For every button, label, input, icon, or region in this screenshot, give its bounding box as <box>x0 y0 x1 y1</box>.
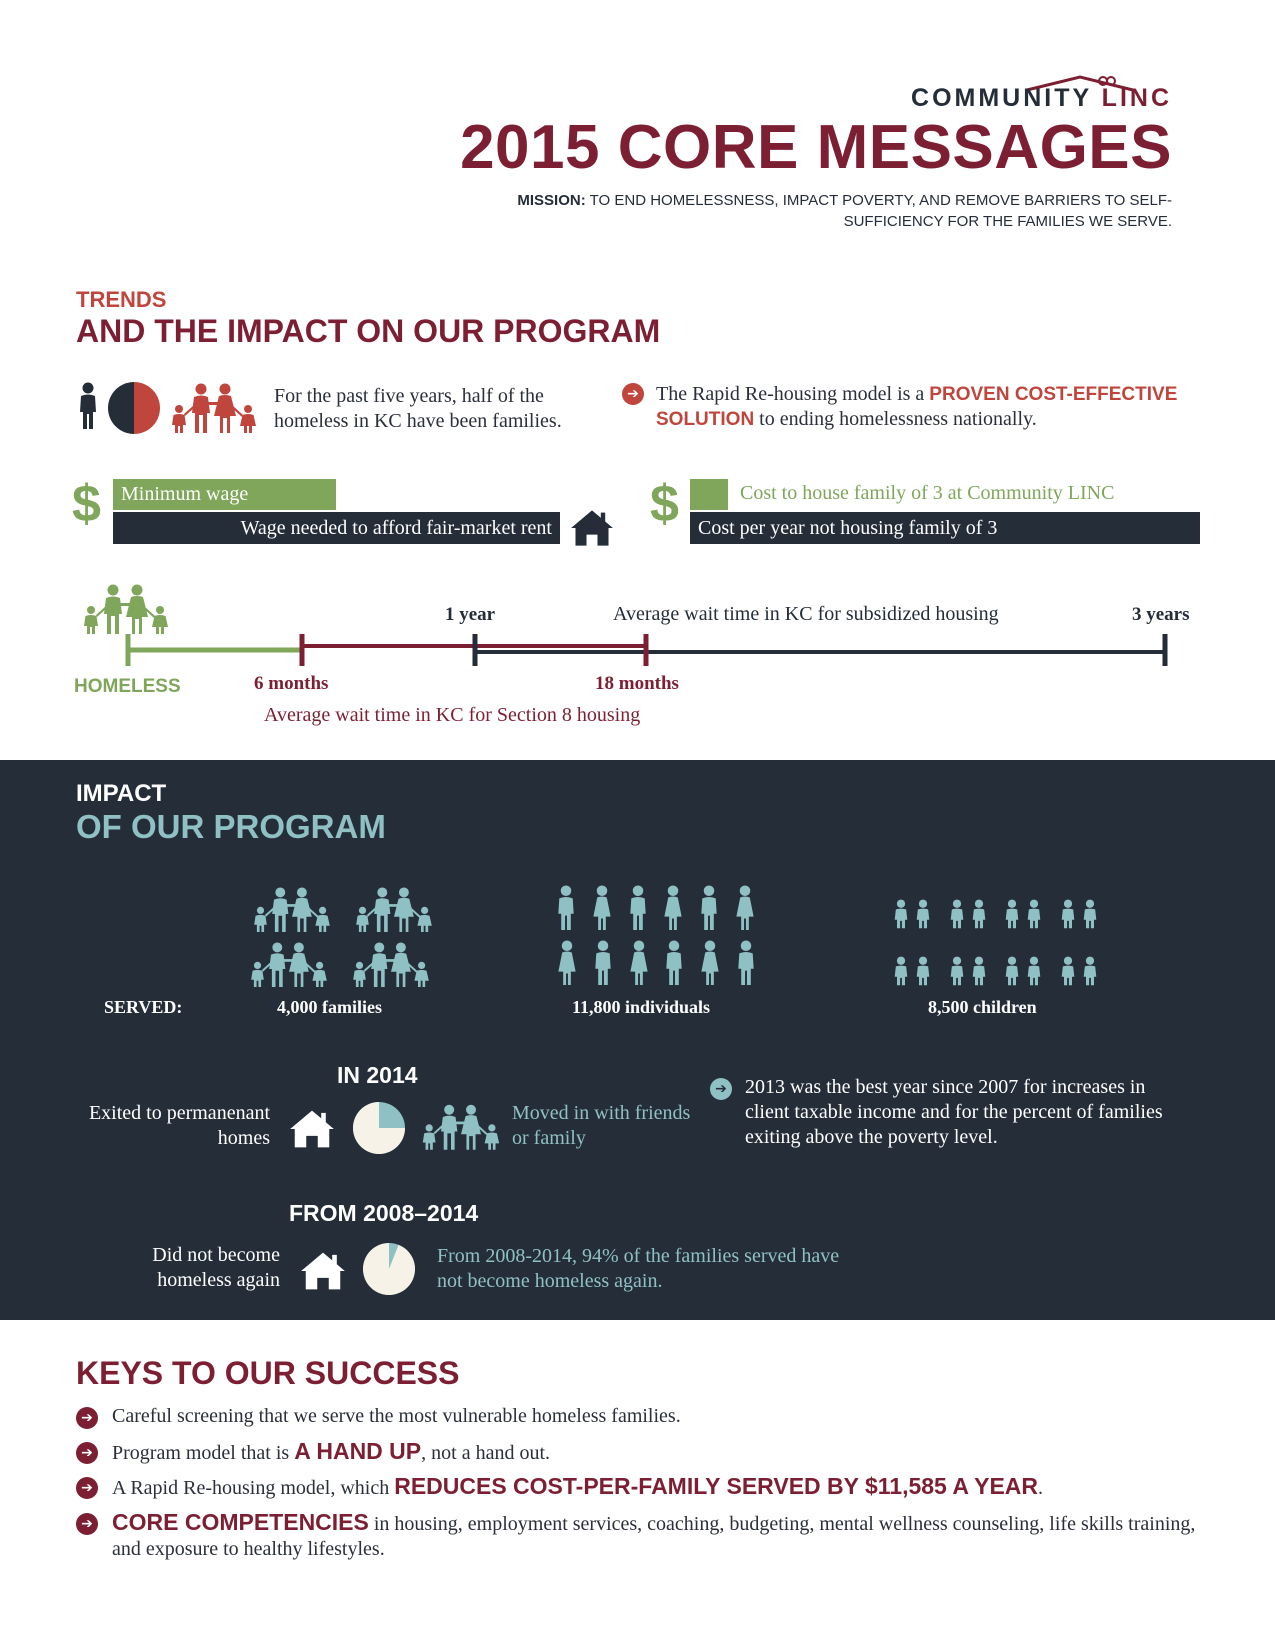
key-item <box>76 1474 1206 1501</box>
arrow-icon: ➔ <box>76 1442 98 1464</box>
key-post: . <box>1038 1477 1044 1499</box>
trends-heading-small: TRENDS <box>76 287 167 312</box>
logo-linc: LINC <box>1101 84 1172 112</box>
impact-heading: OF OUR PROGRAM <box>76 808 386 845</box>
children-served: 8,500 children <box>928 997 1037 1017</box>
pie-slice-not-homeless <box>363 1243 415 1295</box>
child-icon <box>1026 956 1042 986</box>
arrow-icon: ➔ <box>622 383 644 405</box>
impact-heading-small: IMPACT <box>76 780 167 807</box>
key-text <box>112 1474 1043 1501</box>
not-homeless-pie-chart <box>362 1242 416 1296</box>
individuals-row <box>556 940 756 986</box>
not-homeless-label: Did not become homeless again <box>152 1244 280 1291</box>
families-served: 4,000 families <box>277 997 382 1017</box>
child-icon <box>1082 899 1098 929</box>
logo <box>911 84 1172 113</box>
key-pre: Program model that is <box>112 1442 290 1464</box>
exited-label: Exited to permanenant homes <box>88 1102 270 1149</box>
key-item <box>76 1404 1206 1429</box>
person-icon <box>593 940 613 986</box>
family-icon <box>170 383 258 433</box>
dollar-icon: $ <box>650 475 679 533</box>
children-row <box>893 899 1098 929</box>
child-icon <box>1060 899 1076 929</box>
mission-label: MISSION: <box>517 192 586 209</box>
person-icon <box>78 382 98 430</box>
not-homeless-fact: From 2008-2014, 94% of the families served have not become homeless again. <box>437 1245 840 1292</box>
child-icon <box>949 899 965 929</box>
child-icon <box>915 956 931 986</box>
cost-not-housing-bar <box>690 512 1200 544</box>
trends-heading: AND THE IMPACT ON OUR PROGRAM <box>76 313 661 349</box>
keys-heading: KEYS TO OUR SUCCESS <box>76 1355 460 1391</box>
key-highlight: REDUCES COST-PER-FAMILY SERVED BY $11,585 A YEAR <box>394 1473 1039 1499</box>
min-wage-label: Minimum wage <box>121 483 249 505</box>
family-icon <box>421 1104 501 1150</box>
dollar-icon: $ <box>72 475 101 533</box>
child-icon <box>971 899 987 929</box>
individuals-row <box>556 885 756 931</box>
individuals-served: 11,800 individuals <box>572 997 711 1017</box>
mission-text: TO END HOMELESSNESS, IMPACT POVERTY, AND REMOVE BARRIERS TO SELF-SUFFICIENCY FOR THE FAMILIES WE SERVE. <box>589 192 1172 230</box>
woman-icon <box>591 885 613 931</box>
child-icon <box>1004 956 1020 986</box>
subsidized-note: Average wait time in KC for subsidized housing <box>613 603 999 625</box>
family-icon <box>354 887 434 932</box>
key-highlight: CORE COMPETENCIES <box>112 1509 369 1535</box>
served-label: SERVED: <box>104 997 183 1017</box>
child-icon <box>1082 956 1098 986</box>
cost-linc-label: Cost to house family of 3 at Community LINC <box>740 482 1115 504</box>
child-icon <box>915 899 931 929</box>
rrh-highlight: PROVEN COST-EFFECTIVE SOLUTION <box>656 384 1178 430</box>
families-fact: For the past five years, half of the homeless in KC have been families. <box>274 385 562 432</box>
rrh-post: to ending homelessness nationally. <box>759 408 1037 430</box>
fair-rent-bar <box>113 512 560 544</box>
key-pre: A Rapid Re-housing model, which <box>112 1477 390 1499</box>
person-icon <box>664 940 684 986</box>
children-row <box>893 956 1098 986</box>
person-icon <box>556 885 576 931</box>
house-icon <box>289 1108 335 1150</box>
three-years-label: 3 years <box>1132 604 1190 625</box>
logo-community: COMMUNITY <box>911 84 1092 112</box>
house-icon <box>300 1250 346 1292</box>
house-icon <box>570 508 614 548</box>
child-icon <box>949 956 965 986</box>
woman-icon <box>734 885 756 931</box>
from-heading: FROM 2008–2014 <box>289 1200 479 1226</box>
six-months-label: 6 months <box>254 673 329 694</box>
key-post: in housing, employment services, coaching, budgeting, mental wellness counseling, life skills training, and exposure to healthy lifestyles. <box>112 1513 1196 1560</box>
child-icon <box>1060 956 1076 986</box>
child-icon <box>893 956 909 986</box>
child-icon <box>1026 899 1042 929</box>
family-icon <box>252 887 332 932</box>
woman-icon <box>662 885 684 931</box>
arrow-icon: ➔ <box>76 1513 98 1535</box>
key-text <box>112 1510 1206 1562</box>
timeline-chart <box>120 630 1180 670</box>
moved-label: Moved in with friends or family <box>512 1102 691 1149</box>
key-highlight: A HAND UP <box>294 1438 422 1464</box>
person-icon <box>736 940 756 986</box>
eighteen-months-label: 18 months <box>595 673 679 694</box>
one-year-label: 1 year <box>445 604 496 625</box>
child-icon <box>971 956 987 986</box>
arrow-icon: ➔ <box>76 1477 98 1499</box>
key-item <box>76 1510 1206 1562</box>
rrh-fact <box>656 382 1216 432</box>
mission-statement <box>472 190 1172 232</box>
fair-rent-label: Wage needed to afford fair-market rent <box>240 516 552 539</box>
woman-icon <box>699 940 721 986</box>
in-2014-heading: IN 2014 <box>337 1062 418 1088</box>
woman-icon <box>556 940 578 986</box>
page-title: 2015 CORE MESSAGES <box>460 113 1172 182</box>
family-icon <box>249 942 329 987</box>
arrow-icon: ➔ <box>76 1407 98 1429</box>
cost-not-housing-label: Cost per year not housing family of 3 <box>698 516 998 539</box>
key-text <box>112 1439 550 1466</box>
family-icon <box>82 584 170 634</box>
key-item <box>76 1439 1206 1466</box>
min-wage-bar <box>113 479 336 510</box>
homeless-label: HOMELESS <box>74 676 181 697</box>
child-icon <box>893 899 909 929</box>
family-icon <box>351 942 431 987</box>
arrow-icon: ➔ <box>710 1078 732 1100</box>
person-icon <box>628 885 648 931</box>
section8-note: Average wait time in KC for Section 8 housing <box>264 704 641 726</box>
best-year-fact: 2013 was the best year since 2007 for increases in client taxable income and for the percent of families exiting above the poverty level. <box>745 1076 1163 1148</box>
exited-pie-chart <box>352 1101 406 1155</box>
woman-icon <box>628 940 650 986</box>
cost-linc-bar <box>690 479 728 510</box>
half-pie-icon <box>108 382 160 434</box>
key-text: Careful screening that we serve the most vulnerable homeless families. <box>112 1405 681 1427</box>
rrh-pre: The Rapid Re-housing model is a <box>656 383 925 405</box>
key-post: , not a hand out. <box>421 1442 551 1464</box>
person-icon <box>699 885 719 931</box>
child-icon <box>1004 899 1020 929</box>
